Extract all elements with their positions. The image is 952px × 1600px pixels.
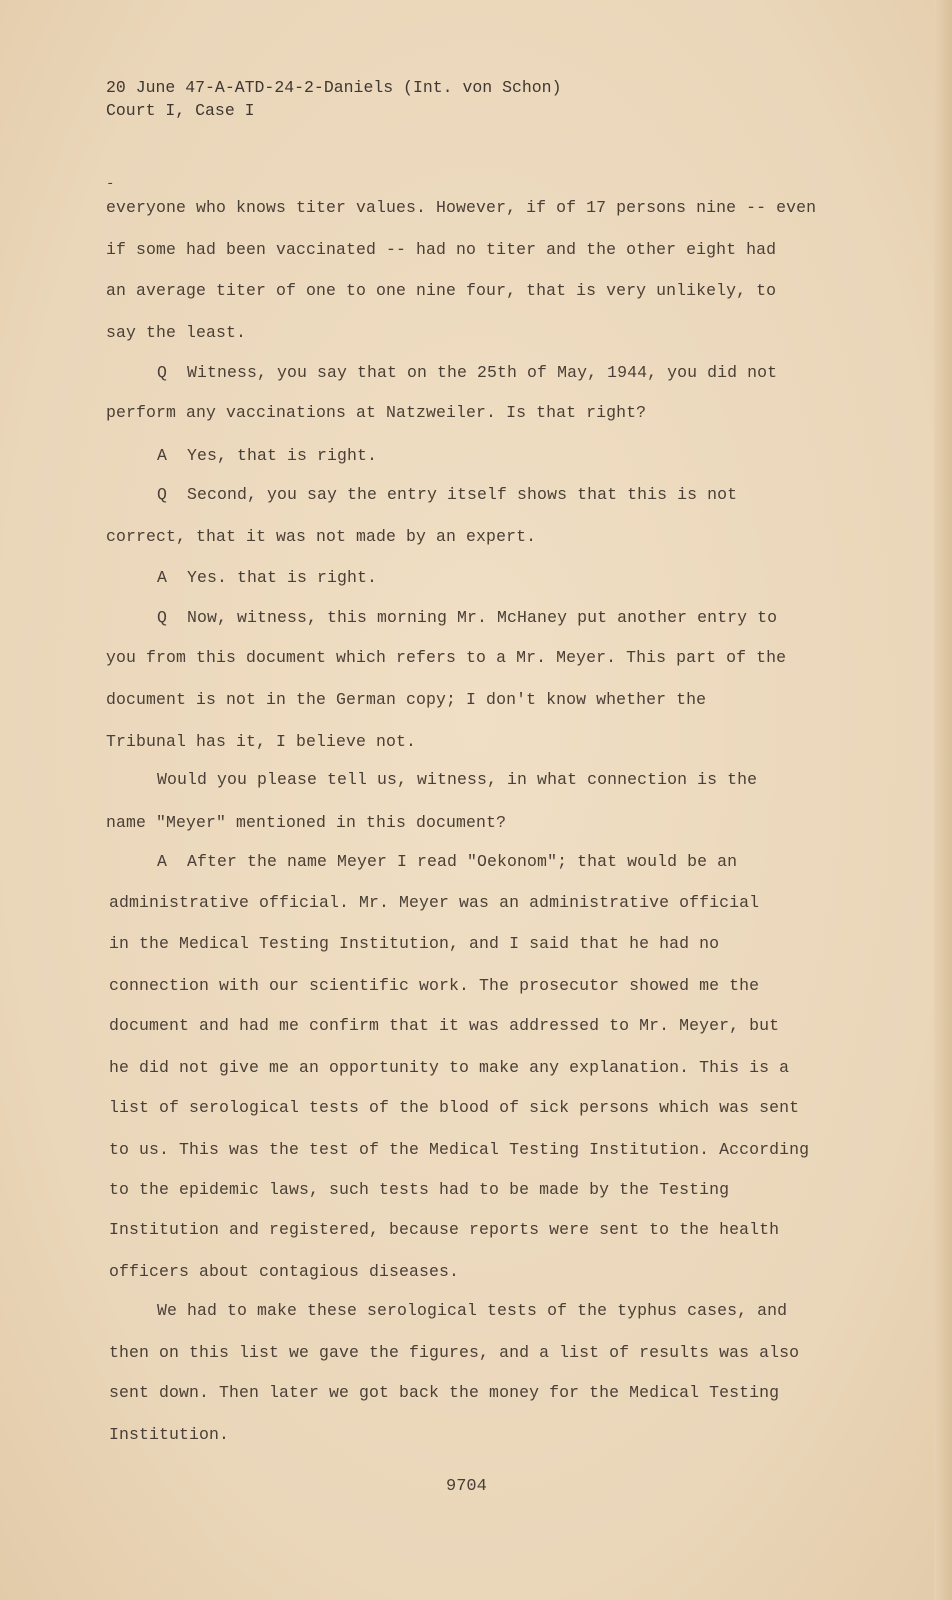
transcript-line: Would you please tell us, witness, in what connection is the [157,770,758,789]
transcript-line: We had to make these serological tests of the typhus cases, and [157,1301,788,1320]
transcript-line: Q Second, you say the entry itself shows that this is not [157,485,738,504]
transcript-line: Q Now, witness, this morning Mr. McHaney put another entry to [157,608,778,627]
transcript-line: administrative official. Mr. Meyer was an administrative official [109,893,760,912]
transcript-line: an average titer of one to one nine four, that is very unlikely, to [106,281,777,300]
transcript-line: A After the name Meyer I read "Oekonom"; that would be an [157,852,738,871]
transcript-line: to the epidemic laws, such tests had to be made by the Testing [109,1180,730,1199]
transcript-line: then on this list we gave the figures, and a list of results was also [109,1343,800,1362]
transcript-line: if some had been vaccinated -- had no titer and the other eight had [106,240,777,259]
transcript-line: document and had me confirm that it was addressed to Mr. Meyer, but [109,1016,780,1035]
transcript-line: A Yes. that is right. [157,568,378,587]
transcript-line: Institution. [109,1425,230,1444]
transcript-line: sent down. Then later we got back the money for the Medical Testing [109,1383,780,1402]
transcript-line: correct, that it was not made by an expert. [106,527,537,546]
page-edge [934,0,952,1600]
header-line-2: Court I, Case I [106,101,255,120]
transcript-line: you from this document which refers to a Mr. Meyer. This part of the [106,648,787,667]
transcript-line: Institution and registered, because reports were sent to the health [109,1220,780,1239]
transcript-line: Tribunal has it, I believe not. [106,732,417,751]
transcript-line: perform any vaccinations at Natzweiler. Is that right? [106,403,647,422]
stray-mark: - [106,176,115,192]
transcript-line: A Yes, that is right. [157,446,378,465]
transcript-line: name "Meyer" mentioned in this document? [106,813,507,832]
transcript-line: to us. This was the test of the Medical Testing Institution. According [109,1140,810,1159]
transcript-line: in the Medical Testing Institution, and I said that he had no [109,934,720,953]
page-number: 9704 [446,1477,487,1496]
transcript-line: everyone who knows titer values. However, if of 17 persons nine -- even [106,198,817,217]
transcript-line: connection with our scientific work. The prosecutor showed me the [109,976,760,995]
transcript-line: say the least. [106,323,247,342]
transcript-line: officers about contagious diseases. [109,1262,460,1281]
transcript-line: list of serological tests of the blood of sick persons which was sent [109,1098,800,1117]
header-line-1: 20 June 47-A-ATD-24-2-Daniels (Int. von Schon) [106,78,562,97]
transcript-line: Q Witness, you say that on the 25th of May, 1944, you did not [157,363,778,382]
transcript-line: he did not give me an opportunity to make any explanation. This is a [109,1058,790,1077]
transcript-line: document is not in the German copy; I don't know whether the [106,690,707,709]
